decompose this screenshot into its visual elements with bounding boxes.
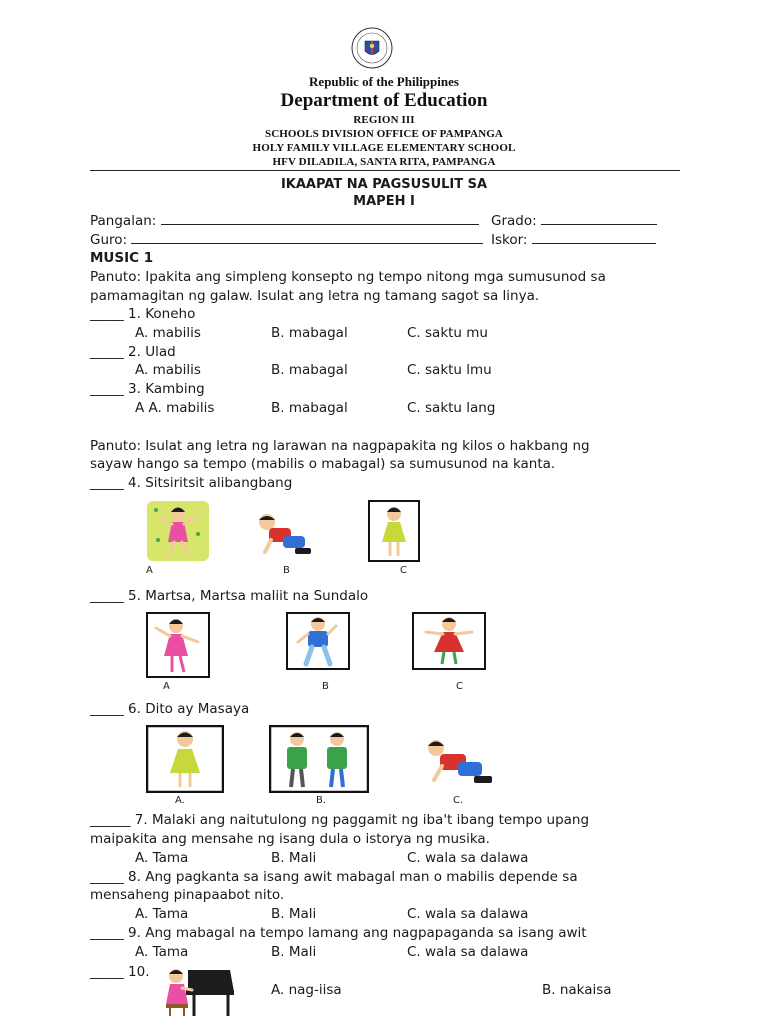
q10-option-a: A. nag-iisa <box>271 982 342 998</box>
directions1-line1: Panuto: Ipakita ang simpleng konsepto ng tempo nitong mga sumusunod sa <box>90 269 606 285</box>
question-1 <box>90 305 195 323</box>
header-address: HFV DILADILA, SANTA RITA, PAMPANGA <box>272 156 496 168</box>
header-department: Department of Education <box>280 90 488 111</box>
q6-image-c <box>414 732 496 788</box>
score-row <box>491 231 656 249</box>
q6-caption-a: A. <box>175 795 185 806</box>
question-2 <box>90 343 176 361</box>
q5-caption-c: C <box>456 681 463 692</box>
q8-option-b: B. Mali <box>271 906 317 922</box>
question-stem: 8. Ang pagkanta sa isang awit mabagal man o mabilis depende sa <box>128 869 578 885</box>
q4-image-c <box>368 500 420 562</box>
answer-blank[interactable]: _____ <box>90 306 124 322</box>
question-stem: 10. <box>128 964 150 980</box>
answer-blank[interactable]: _____ <box>90 344 124 360</box>
grade-label: Grado: <box>491 213 537 229</box>
q4-image-b <box>243 510 315 558</box>
exam-subject: MAPEH I <box>353 194 415 209</box>
q10-image-piano <box>160 962 236 1018</box>
q7-option-c: C. wala sa dalawa <box>407 850 529 866</box>
q2-option-b: B. mabagal <box>271 362 348 378</box>
q5-caption-b: B <box>322 681 329 692</box>
question-stem: 9. Ang mabagal na tempo lamang ang nagpapaganda sa isang awit <box>128 925 587 941</box>
teacher-field[interactable] <box>131 231 483 244</box>
score-field[interactable] <box>532 231 656 244</box>
header-republic: Republic of the Philippines <box>309 74 459 89</box>
directions2-line2: sayaw hango sa tempo (mabilis o mabagal) sa sumusunod na kanta. <box>90 456 556 472</box>
q7-option-a: A. Tama <box>135 850 189 866</box>
q9-option-c: C. wala sa dalawa <box>407 944 529 960</box>
q3-option-b: B. mabagal <box>271 400 348 416</box>
q1-option-b: B. mabagal <box>271 325 348 341</box>
deped-seal-icon <box>351 27 393 69</box>
header-school: HOLY FAMILY VILLAGE ELEMENTARY SCHOOL <box>252 142 516 154</box>
q4-image-a <box>146 500 210 562</box>
directions2-line1: Panuto: Isulat ang letra ng larawan na nagpapakita ng kilos o hakbang ng <box>90 438 590 454</box>
question-8 <box>90 868 578 886</box>
q9-option-b: B. Mali <box>271 944 317 960</box>
q8-option-c: C. wala sa dalawa <box>407 906 529 922</box>
q1-option-c: C. saktu mu <box>407 325 488 341</box>
question-stem: 1. Koneho <box>128 306 196 322</box>
question-4 <box>90 474 292 492</box>
exam-title: IKAAPAT NA PAGSUSULIT SA <box>280 177 488 192</box>
question-5 <box>90 587 368 605</box>
answer-blank[interactable]: _____ <box>90 475 124 491</box>
q8-option-a: A. Tama <box>135 906 189 922</box>
name-field[interactable] <box>161 212 479 225</box>
q2-option-a: A. mabilis <box>135 362 201 378</box>
answer-blank[interactable]: _____ <box>90 869 124 885</box>
question-stem: 7. Malaki ang naitutulong ng paggamit ng iba't ibang tempo upang <box>134 812 590 828</box>
q8-stem-line2: mensaheng pinapaabot nito. <box>90 887 285 903</box>
question-9 <box>90 924 587 942</box>
question-3 <box>90 380 205 398</box>
q7-option-b: B. Mali <box>271 850 317 866</box>
name-row <box>90 212 479 230</box>
q2-option-c: C. saktu lmu <box>407 362 492 378</box>
q4-caption-b: B <box>283 565 290 576</box>
answer-blank[interactable]: ______ <box>90 812 131 828</box>
header-region: REGION III <box>353 114 415 126</box>
q3-option-c: C. saktu lang <box>407 400 496 416</box>
q1-option-a: A. mabilis <box>135 325 201 341</box>
q5-image-c <box>412 612 486 670</box>
question-stem: 2. Ulad <box>128 344 176 360</box>
q6-caption-c: C. <box>453 795 464 806</box>
q7-stem-line2: maipakita ang mensahe ng isang dula o istorya ng musika. <box>90 831 490 847</box>
score-label: Iskor: <box>491 232 528 248</box>
header-division: SCHOOLS DIVISION OFFICE OF PAMPANGA <box>265 128 503 140</box>
q10-option-b: B. nakaisa <box>542 982 612 998</box>
answer-blank[interactable]: _____ <box>90 381 124 397</box>
grade-row <box>491 212 657 230</box>
question-10 <box>90 963 150 981</box>
q6-caption-b: B. <box>316 795 327 806</box>
answer-blank[interactable]: _____ <box>90 588 124 604</box>
teacher-label: Guro: <box>90 232 128 248</box>
question-6 <box>90 700 249 718</box>
answer-blank[interactable]: _____ <box>90 964 124 980</box>
q4-caption-c: C <box>400 565 407 576</box>
q5-image-b <box>286 612 350 670</box>
q5-caption-a: A <box>163 681 170 692</box>
header-divider <box>90 170 680 171</box>
grade-field[interactable] <box>541 212 657 225</box>
q4-caption-a: A <box>146 565 153 576</box>
q5-image-a <box>146 612 210 678</box>
question-stem: 5. Martsa, Martsa maliit na Sundalo <box>128 588 369 604</box>
question-7 <box>90 811 589 829</box>
q6-image-b <box>269 725 369 793</box>
question-stem: 3. Kambing <box>128 381 205 397</box>
question-stem: 4. Sitsiritsit alibangbang <box>128 475 293 491</box>
name-label: Pangalan: <box>90 213 157 229</box>
q3-option-a: A A. mabilis <box>135 400 215 416</box>
section-title: MUSIC 1 <box>90 250 154 266</box>
teacher-row <box>90 231 483 249</box>
q9-option-a: A. Tama <box>135 944 189 960</box>
q6-image-a <box>146 725 224 793</box>
answer-blank[interactable]: _____ <box>90 925 124 941</box>
directions1-line2: pamamagitan ng galaw. Isulat ang letra ng tamang sagot sa linya. <box>90 288 540 304</box>
answer-blank[interactable]: _____ <box>90 701 124 717</box>
question-stem: 6. Dito ay Masaya <box>128 701 250 717</box>
